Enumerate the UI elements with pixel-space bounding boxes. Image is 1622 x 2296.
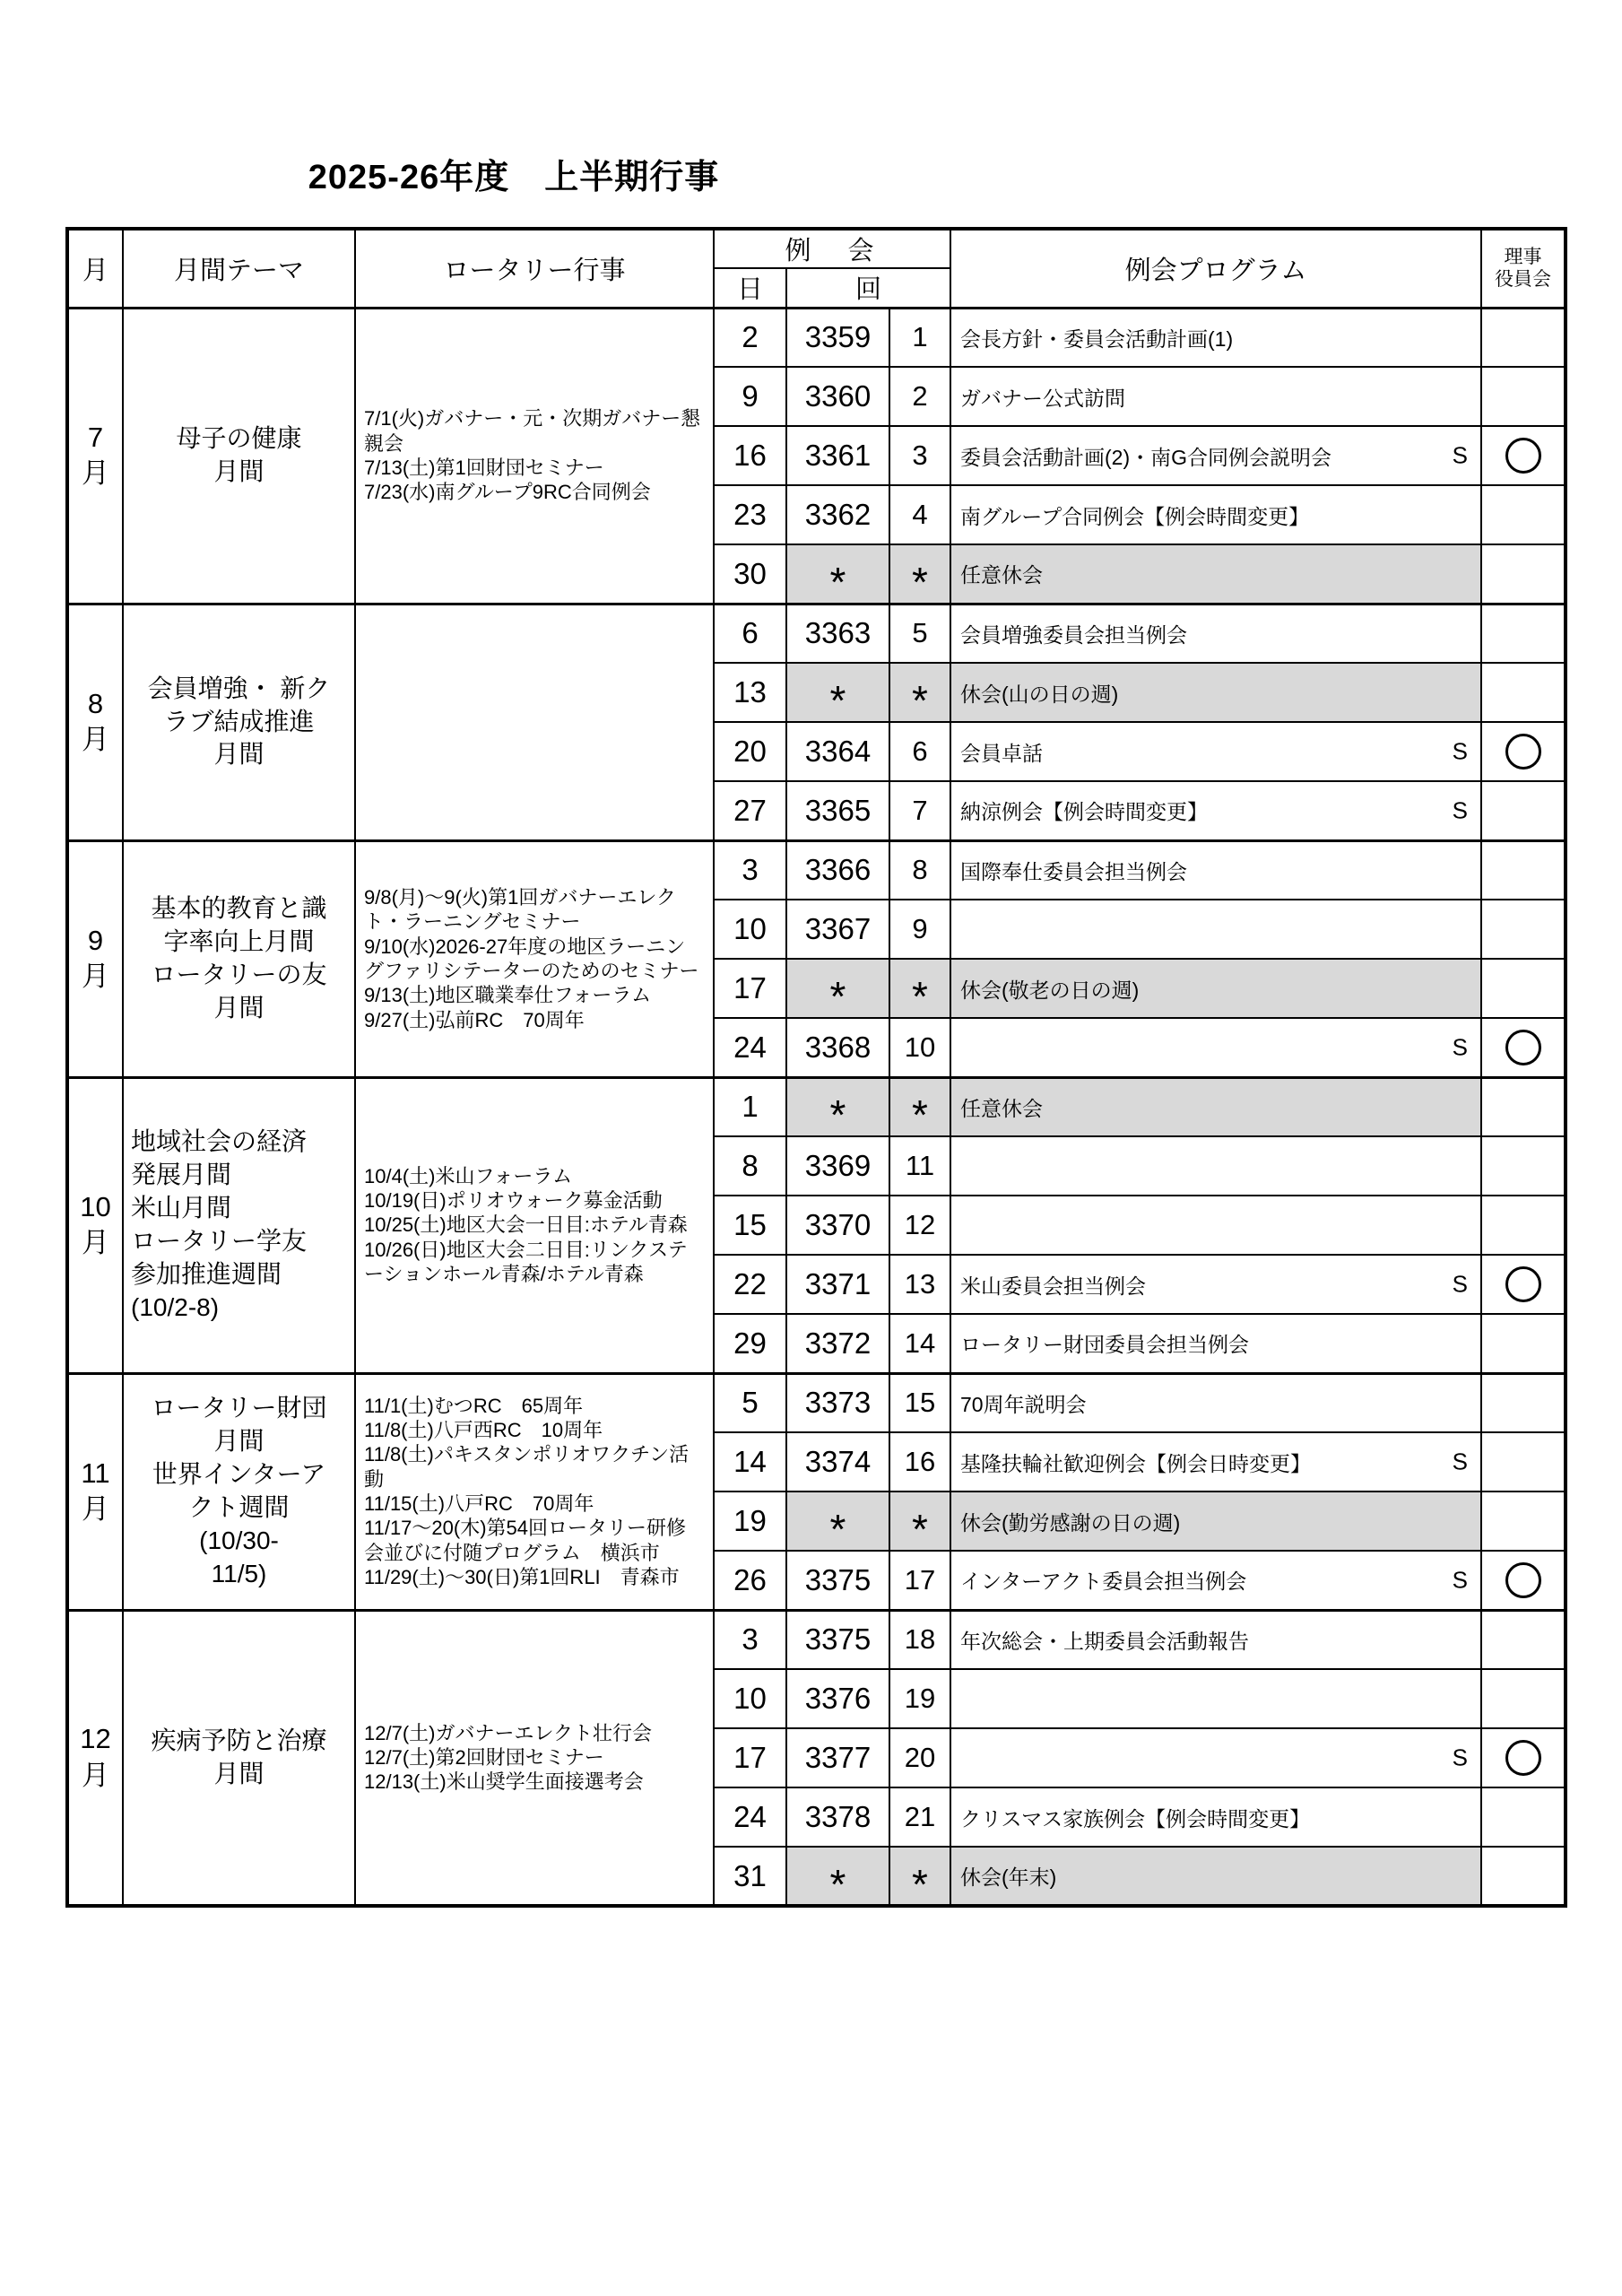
meeting-count-cell: 3 — [889, 426, 950, 485]
program-cell — [950, 1610, 1481, 1669]
event-item: 9/8(月)～9(火)第1回ガバナーエレクト・ラーニングセミナー — [364, 886, 676, 934]
month-theme-line: ラブ結成推進 — [163, 707, 315, 735]
month-label-line: 9 — [87, 924, 104, 956]
asterisk-mark: * — [912, 558, 928, 605]
asterisk-mark: * — [912, 1091, 928, 1139]
meeting-number-cell — [786, 1847, 889, 1906]
asterisk-mark: * — [829, 677, 846, 724]
month-theme-line: 参加推進週間 — [131, 1259, 282, 1288]
event-item: 9/13(土)地区職業奉仕フォーラム — [364, 984, 652, 1007]
s-mark: S — [1452, 737, 1468, 765]
meeting-number-cell: 3369 — [786, 1136, 889, 1196]
day-cell: 22 — [714, 1255, 786, 1314]
program-text: 会長方針・委員会活動計画(1) — [960, 326, 1234, 351]
board-cell — [1481, 426, 1566, 485]
program-cell — [950, 1196, 1481, 1255]
month-theme — [123, 604, 355, 840]
day-cell: 27 — [714, 781, 786, 840]
month-theme-line: 地域社会の経済 — [131, 1127, 308, 1156]
program-cell — [950, 1077, 1481, 1136]
day-cell: 30 — [714, 544, 786, 604]
event-item: 10/19(日)ポリオウォーク募金活動 — [364, 1189, 663, 1213]
month-theme-line: 月間 — [213, 1759, 265, 1787]
program-text: 納涼例会【例会時間変更】 — [960, 800, 1208, 824]
s-mark: S — [1452, 796, 1468, 824]
program-text: 委員会活動計画(2)・南G合同例会説明会 — [960, 445, 1331, 469]
board-cell — [1481, 1847, 1566, 1906]
month-events — [355, 308, 714, 604]
day-cell: 24 — [714, 1018, 786, 1077]
program-cell — [950, 1728, 1481, 1787]
program-cell — [950, 900, 1481, 959]
meeting-count-cell — [889, 959, 950, 1018]
board-cell — [1481, 1669, 1566, 1728]
board-cell — [1481, 1373, 1566, 1432]
table-row — [67, 604, 1566, 663]
board-cell — [1481, 1728, 1566, 1787]
day-cell: 6 — [714, 604, 786, 663]
board-cell — [1481, 1196, 1566, 1255]
month-theme-line: 月間 — [213, 457, 265, 485]
month-events — [355, 1373, 714, 1610]
meeting-count-cell: 12 — [889, 1196, 950, 1255]
meeting-count-cell: 9 — [889, 900, 950, 959]
meeting-number-cell: 3367 — [786, 900, 889, 959]
day-cell: 9 — [714, 367, 786, 426]
s-mark: S — [1452, 441, 1468, 469]
program-cell — [950, 1314, 1481, 1373]
asterisk-mark: * — [829, 1860, 846, 1908]
program-text: インターアクト委員会担当例会 — [960, 1570, 1247, 1594]
month-theme-line: (10/30- — [199, 1526, 279, 1554]
program-text: 休会(敬老の日の週) — [960, 978, 1140, 1002]
month-label-line: 月 — [82, 724, 109, 755]
event-item: 9/27(土)弘前RC 70周年 — [364, 1008, 585, 1031]
program-text: 任意休会 — [960, 1096, 1043, 1120]
event-item: 11/29(土)～30(日)第1回RLI 青森市 — [364, 1565, 680, 1588]
day-cell: 10 — [714, 1669, 786, 1728]
month-theme-line: クト週間 — [188, 1493, 290, 1521]
program-cell — [950, 1432, 1481, 1492]
board-cell — [1481, 1787, 1566, 1847]
program-cell — [950, 1373, 1481, 1432]
header-theme: 月間テーマ — [123, 229, 355, 308]
meeting-number-cell: 3366 — [786, 840, 889, 900]
table-row — [67, 1373, 1566, 1432]
day-cell: 19 — [714, 1492, 786, 1551]
meeting-number-cell: 3364 — [786, 722, 889, 781]
event-item: 11/8(土)八戸西RC 10周年 — [364, 1419, 603, 1442]
program-cell — [950, 426, 1481, 485]
month-label-line: 8 — [87, 687, 104, 719]
table-row — [67, 308, 1566, 367]
meeting-number-cell: 3360 — [786, 367, 889, 426]
board-cell — [1481, 544, 1566, 604]
header-day: 日 — [714, 268, 786, 308]
day-cell: 13 — [714, 663, 786, 722]
meeting-number-cell: 3375 — [786, 1551, 889, 1610]
program-cell — [950, 722, 1481, 781]
meeting-count-cell: 20 — [889, 1728, 950, 1787]
asterisk-mark: * — [829, 1091, 846, 1139]
meeting-number-cell — [786, 663, 889, 722]
program-text: ガバナー公式訪問 — [960, 386, 1125, 410]
program-text: 70周年説明会 — [960, 1392, 1087, 1416]
program-text: ロータリー財団委員会担当例会 — [960, 1333, 1249, 1357]
event-item: 11/17～20(木)第54回ロータリー研修会並びに付随プログラム 横浜市 — [364, 1517, 687, 1564]
board-cell — [1481, 959, 1566, 1018]
meeting-count-cell — [889, 663, 950, 722]
s-mark: S — [1452, 1033, 1468, 1061]
program-cell — [950, 1492, 1481, 1551]
program-cell — [950, 1847, 1481, 1906]
day-cell: 16 — [714, 426, 786, 485]
header-month: 月 — [67, 229, 123, 308]
board-cell — [1481, 604, 1566, 663]
program-text: 会員増強委員会担当例会 — [960, 622, 1187, 647]
board-cell — [1481, 367, 1566, 426]
program-text: 南グループ合同例会【例会時間変更】 — [960, 504, 1310, 528]
meeting-number-cell: 3370 — [786, 1196, 889, 1255]
meeting-number-cell: 3376 — [786, 1669, 889, 1728]
program-cell — [950, 367, 1481, 426]
event-item: 11/15(土)八戸RC 70周年 — [364, 1492, 594, 1515]
meeting-number-cell: 3362 — [786, 485, 889, 544]
asterisk-mark: * — [912, 973, 928, 1020]
month-theme — [123, 1610, 355, 1906]
meeting-number-cell — [786, 959, 889, 1018]
meeting-count-cell: 2 — [889, 367, 950, 426]
meeting-number-cell: 3359 — [786, 308, 889, 367]
meeting-count-cell: 5 — [889, 604, 950, 663]
program-text: 休会(年末) — [960, 1866, 1057, 1889]
month-theme-line: ロータリー財団 — [151, 1394, 327, 1422]
meeting-count-cell: 16 — [889, 1432, 950, 1492]
board-cell — [1481, 1432, 1566, 1492]
month-theme-line: ロータリーの友 — [151, 961, 327, 988]
meeting-count-cell: 17 — [889, 1551, 950, 1610]
meeting-count-cell: 4 — [889, 485, 950, 544]
day-cell: 15 — [714, 1196, 786, 1255]
board-cell — [1481, 1018, 1566, 1077]
board-meeting-circle-icon — [1505, 1266, 1541, 1302]
meeting-count-cell — [889, 544, 950, 604]
day-cell: 1 — [714, 1077, 786, 1136]
board-cell — [1481, 308, 1566, 367]
month-label-line: 月 — [82, 1493, 109, 1525]
header-board — [1481, 229, 1566, 308]
meeting-count-cell: 15 — [889, 1373, 950, 1432]
month-theme-line: 疾病予防と治療 — [151, 1726, 327, 1754]
meeting-number-cell: 3372 — [786, 1314, 889, 1373]
header-number: 回 — [786, 268, 950, 308]
day-cell: 29 — [714, 1314, 786, 1373]
program-text: 基隆扶輪社歓迎例会【例会日時変更】 — [960, 1451, 1311, 1475]
day-cell: 20 — [714, 722, 786, 781]
meeting-number-cell: 3377 — [786, 1728, 889, 1787]
program-text: 休会(山の日の週) — [960, 682, 1119, 706]
header-board-line1: 理事 — [1504, 247, 1542, 268]
day-cell: 17 — [714, 1728, 786, 1787]
program-cell — [950, 1551, 1481, 1610]
s-mark: S — [1452, 1448, 1468, 1475]
event-item: 12/7(土)第2回財団セミナー — [364, 1746, 604, 1770]
meeting-count-cell: 19 — [889, 1669, 950, 1728]
asterisk-mark: * — [912, 1506, 928, 1552]
month-label-line: 月 — [82, 457, 109, 489]
month-theme-line: 母子の健康 — [176, 424, 302, 453]
event-item: 12/7(土)ガバナーエレクト壮行会 — [364, 1721, 653, 1744]
meeting-number-cell — [786, 544, 889, 604]
month-theme-line: 月間 — [213, 993, 265, 1022]
asterisk-mark: * — [912, 1860, 928, 1908]
event-item: 7/23(水)南グループ9RC合同例会 — [364, 481, 651, 504]
day-cell: 23 — [714, 485, 786, 544]
month-theme — [123, 1373, 355, 1610]
meeting-count-cell: 11 — [889, 1136, 950, 1196]
meeting-count-cell: 7 — [889, 781, 950, 840]
board-cell — [1481, 663, 1566, 722]
program-cell — [950, 1018, 1481, 1077]
program-text: 会員卓話 — [960, 741, 1043, 765]
program-text: 米山委員会担当例会 — [960, 1274, 1146, 1298]
event-item: 11/1(土)むつRC 65周年 — [364, 1394, 584, 1417]
month-label — [67, 1610, 123, 1906]
day-cell: 26 — [714, 1551, 786, 1610]
month-label — [67, 840, 123, 1077]
program-cell — [950, 1669, 1481, 1728]
board-cell — [1481, 485, 1566, 544]
month-theme — [123, 308, 355, 604]
page-title: 2025-26年度 上半期行事 — [308, 159, 720, 196]
asterisk-mark: * — [829, 558, 846, 605]
event-item: 9/10(水)2026-27年度の地区ラーニングファリシテーターのためのセミナー — [364, 935, 699, 982]
header-board-line2: 役員会 — [1495, 269, 1551, 291]
program-cell — [950, 959, 1481, 1018]
meeting-number-cell: 3365 — [786, 781, 889, 840]
month-label — [67, 604, 123, 840]
month-events — [355, 1077, 714, 1373]
program-cell — [950, 544, 1481, 604]
month-theme-line: 発展月間 — [131, 1161, 232, 1189]
meeting-number-cell: 3361 — [786, 426, 889, 485]
day-cell: 31 — [714, 1847, 786, 1906]
day-cell: 24 — [714, 1787, 786, 1847]
month-label-line: 12 — [80, 1723, 111, 1755]
meeting-count-cell: 6 — [889, 722, 950, 781]
day-cell: 17 — [714, 959, 786, 1018]
board-cell — [1481, 840, 1566, 900]
asterisk-mark: * — [829, 1506, 846, 1552]
schedule-table — [65, 227, 1567, 1908]
board-cell — [1481, 1551, 1566, 1610]
board-cell — [1481, 722, 1566, 781]
meeting-number-cell — [786, 1492, 889, 1551]
meeting-number-cell: 3373 — [786, 1373, 889, 1432]
asterisk-mark: * — [912, 677, 928, 724]
month-theme-line: 字率向上月間 — [163, 927, 315, 956]
meeting-count-cell — [889, 1492, 950, 1551]
board-cell — [1481, 900, 1566, 959]
program-cell — [950, 1136, 1481, 1196]
meeting-count-cell — [889, 1847, 950, 1906]
meeting-number-cell: 3368 — [786, 1018, 889, 1077]
event-item: 7/1(火)ガバナー・元・次期ガバナー懇親会 — [364, 407, 701, 455]
event-item: 10/25(土)地区大会一日目:ホテル青森10/26(日)地区大会二日目:リンクステーションホール青森/ホテル青森 — [364, 1213, 688, 1285]
meeting-count-cell: 21 — [889, 1787, 950, 1847]
month-theme — [123, 1077, 355, 1373]
month-theme-line: 月間 — [213, 740, 265, 769]
month-theme — [123, 840, 355, 1077]
meeting-count-cell — [889, 1077, 950, 1139]
month-label-line: 月 — [82, 1227, 109, 1258]
day-cell: 5 — [714, 1373, 786, 1432]
board-cell — [1481, 1492, 1566, 1551]
meeting-number-cell: 3371 — [786, 1255, 889, 1314]
month-label-line: 11 — [81, 1457, 110, 1489]
meeting-count-cell: 18 — [889, 1610, 950, 1669]
day-cell: 3 — [714, 1610, 786, 1669]
month-theme-line: 会員増強・ 新ク — [147, 674, 331, 702]
program-text: 国際奉仕委員会担当例会 — [960, 859, 1187, 883]
program-cell — [950, 1787, 1481, 1847]
event-item: 10/4(土)米山フォーラム — [364, 1164, 573, 1187]
board-meeting-circle-icon — [1505, 1562, 1541, 1598]
program-cell — [950, 663, 1481, 722]
program-cell — [950, 308, 1481, 367]
s-mark: S — [1452, 1744, 1468, 1771]
month-theme-line: 月間 — [213, 1427, 265, 1456]
program-cell — [950, 604, 1481, 663]
header-events: ロータリー行事 — [355, 229, 714, 308]
program-cell — [950, 781, 1481, 840]
month-events — [355, 840, 714, 1077]
table-row — [67, 840, 1566, 900]
program-text: 年次総会・上期委員会活動報告 — [960, 1629, 1249, 1653]
s-mark: S — [1452, 1566, 1468, 1594]
month-events — [355, 604, 714, 840]
board-meeting-circle-icon — [1505, 438, 1541, 474]
month-label-line: 月 — [82, 961, 109, 992]
event-item: 12/13(土)米山奨学生面接選考会 — [364, 1770, 644, 1794]
meeting-number-cell: 3378 — [786, 1787, 889, 1847]
program-text: 任意休会 — [960, 563, 1043, 587]
program-text: クリスマス家族例会【例会時間変更】 — [960, 1806, 1311, 1831]
board-meeting-circle-icon — [1505, 734, 1541, 770]
event-item: 7/13(土)第1回財団セミナー — [364, 457, 604, 479]
header-meeting: 例 会 — [714, 229, 950, 268]
board-cell — [1481, 1255, 1566, 1314]
meeting-count-cell: 8 — [889, 840, 950, 900]
month-theme-line: (10/2-8) — [131, 1292, 220, 1321]
board-cell — [1481, 1610, 1566, 1669]
board-cell — [1481, 781, 1566, 840]
program-cell — [950, 485, 1481, 544]
board-meeting-circle-icon — [1505, 1740, 1541, 1776]
month-events — [355, 1610, 714, 1906]
day-cell: 8 — [714, 1136, 786, 1196]
program-cell — [950, 1255, 1481, 1314]
month-theme-line: 米山月間 — [131, 1194, 232, 1222]
meeting-number-cell — [786, 1077, 889, 1139]
schedule-table-body — [67, 308, 1566, 1906]
meeting-count-cell: 14 — [889, 1314, 950, 1373]
month-label-line: 月 — [82, 1759, 109, 1791]
day-cell: 3 — [714, 840, 786, 900]
month-label — [67, 1077, 123, 1373]
meeting-count-cell: 10 — [889, 1018, 950, 1077]
day-cell: 2 — [714, 308, 786, 367]
month-theme-line: 11/5) — [211, 1559, 267, 1587]
program-cell — [950, 840, 1481, 900]
month-theme-line: 基本的教育と識 — [151, 894, 327, 923]
header-program: 例会プログラム — [950, 229, 1481, 308]
month-label-line: 7 — [87, 421, 104, 453]
table-row — [67, 1077, 1566, 1136]
board-meeting-circle-icon — [1505, 1030, 1541, 1065]
month-theme-line: 世界インターア — [152, 1460, 326, 1489]
board-cell — [1481, 1077, 1566, 1136]
month-label-line: 10 — [80, 1190, 111, 1222]
meeting-count-cell: 13 — [889, 1255, 950, 1314]
day-cell: 10 — [714, 900, 786, 959]
s-mark: S — [1452, 1270, 1468, 1298]
board-cell — [1481, 1314, 1566, 1373]
board-cell — [1481, 1136, 1566, 1196]
month-label — [67, 1373, 123, 1610]
event-item: 11/8(土)パキスタンポリオワクチン活動 — [364, 1443, 690, 1491]
month-label — [67, 308, 123, 604]
asterisk-mark: * — [829, 973, 846, 1020]
meeting-number-cell: 3374 — [786, 1432, 889, 1492]
table-row — [67, 1610, 1566, 1669]
meeting-count-cell: 1 — [889, 308, 950, 367]
meeting-number-cell: 3375 — [786, 1610, 889, 1669]
month-theme-line: ロータリー学友 — [131, 1227, 308, 1255]
meeting-number-cell: 3363 — [786, 604, 889, 663]
day-cell: 14 — [714, 1432, 786, 1492]
program-text: 休会(勤労感謝の日の週) — [960, 1510, 1181, 1535]
